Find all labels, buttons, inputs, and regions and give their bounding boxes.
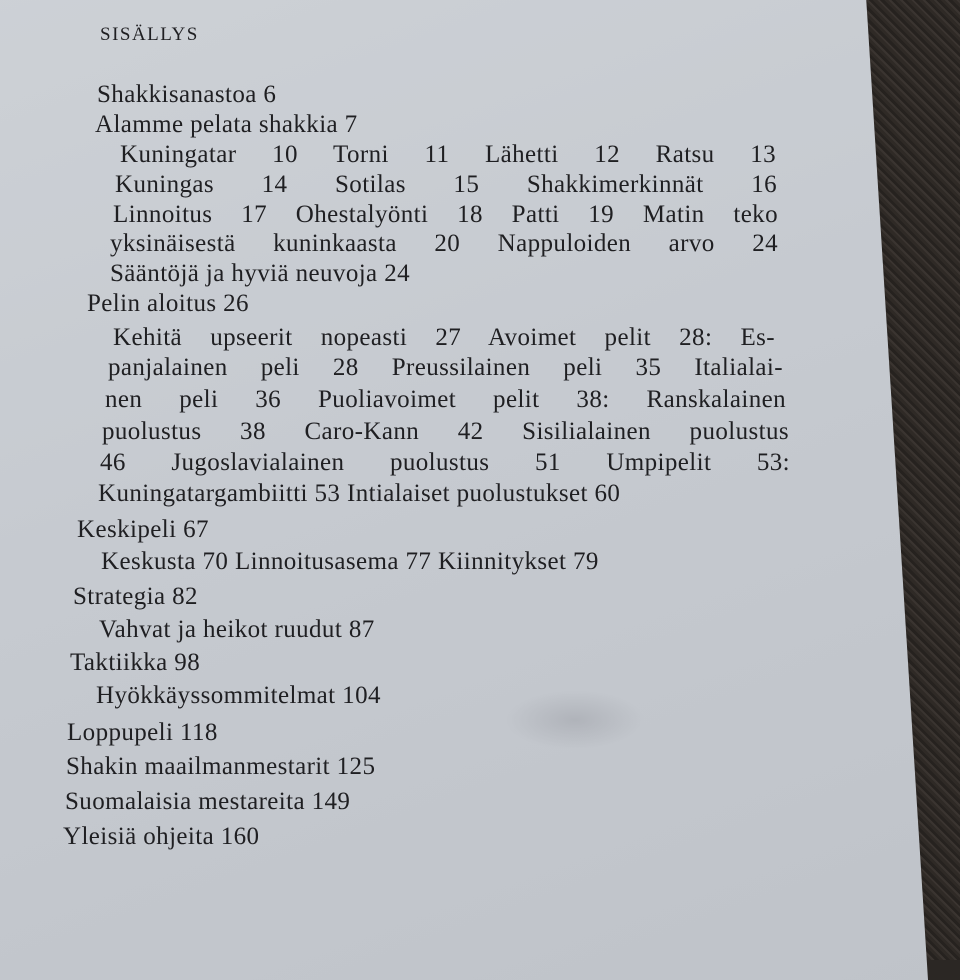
toc-entry: Pelin aloitus 26 [87,290,249,317]
toc-entry: nen peli 36 Puoliavoimet pelit 38: Ranskalainen [105,386,786,413]
toc-entry: Strategia 82 [73,583,198,610]
toc-entry: yksinäisestä kuninkaasta 20 Nappuloiden arvo 24 [110,230,778,257]
toc-entry: Taktiikka 98 [70,649,201,676]
page-stain [505,690,645,750]
toc-entry: puolustus 38 Caro-Kann 42 Sisilialainen puolustus [102,418,789,445]
toc-entry: Kuningatargambiitti 53 Intialaiset puolustukset 60 [98,480,621,507]
toc-title: SISÄLLYS [100,24,199,45]
toc-entry: Shakkisanastoa 6 [97,81,277,108]
toc-entry: Shakin maailmanmestarit 125 [66,753,376,780]
toc-entry: Alamme pelata shakkia 7 [95,111,358,138]
toc-entry: Keskusta 70 Linnoitusasema 77 Kiinnitykset 79 [101,548,599,575]
toc-entry: Yleisiä ohjeita 160 [63,823,260,850]
toc-entry: Vahvat ja heikot ruudut 87 [99,616,375,643]
toc-entry: Linnoitus 17 Ohestalyönti 18 Patti 19 Matin teko [113,201,778,228]
toc-entry: panjalainen peli 28 Preussilainen peli 35 Italialai- [108,354,783,381]
toc-entry: Loppupeli 118 [67,719,218,746]
toc-entry: Suomalaisia mestareita 149 [65,788,351,815]
toc-entry: Kuningatar 10 Torni 11 Lähetti 12 Ratsu 13 [120,141,776,168]
toc-entry: Kuningas 14 Sotilas 15 Shakkimerkinnät 16 [115,171,777,198]
toc-entry: Keskipeli 67 [77,516,209,543]
toc-entry: Sääntöjä ja hyviä neuvoja 24 [110,260,411,287]
toc-entry: Hyökkäyssommitelmat 104 [96,682,381,709]
toc-entry: Kehitä upseerit nopeasti 27 Avoimet pelit 28: Es- [113,324,775,351]
toc-entry: 46 Jugoslavialainen puolustus 51 Umpipelit 53: [100,449,790,476]
